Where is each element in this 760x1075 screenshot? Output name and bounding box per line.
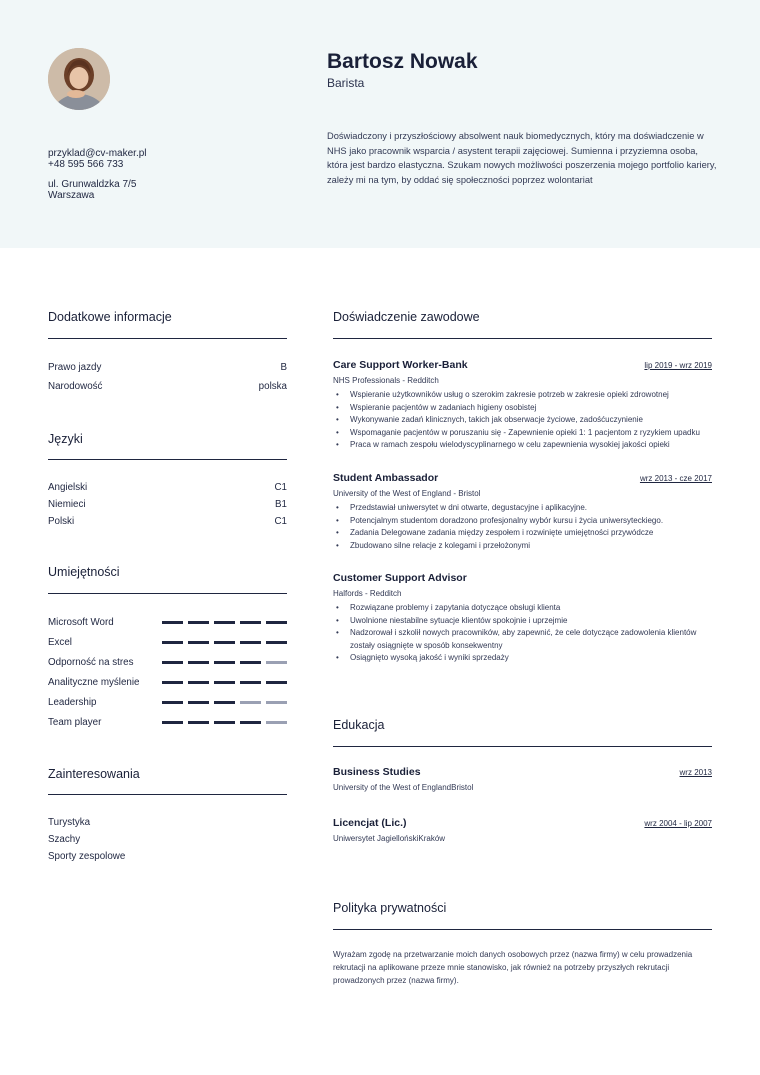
job-bullet: • Zbudowano silne relacje z kolegami i przełożonymi — [333, 540, 712, 553]
skill-level-dash — [162, 661, 183, 664]
job-title: Customer Support Advisor — [333, 572, 467, 584]
skill-level-meter — [162, 661, 287, 664]
institution: University of the West of EnglandBristol — [333, 783, 474, 792]
job-employer: NHS Professionals - Redditch — [333, 376, 439, 385]
contact-block — [48, 148, 147, 201]
skill-level-meter — [162, 701, 287, 704]
skill-row — [48, 677, 287, 688]
job-bullet: • Wspieranie użytkowników usług o szerokim zakresie potrzeb w zakresie opieki zdrowotnej — [333, 389, 712, 402]
skill-level-dash — [266, 661, 287, 664]
job-bullet: • Przedstawiał uniwersytet w dni otwarte, degustacyjne i aplikacyjne. — [333, 502, 712, 515]
skill-level-dash — [162, 721, 183, 724]
skill-level-dash — [240, 721, 261, 724]
job-date: lip 2019 - wrz 2019 — [644, 361, 712, 370]
skill-level-dash — [188, 701, 209, 704]
skill-level-dash — [240, 701, 261, 704]
education-entry — [333, 766, 712, 792]
skill-row — [48, 617, 287, 628]
job-bullet: • Zadania Delegowane zadania między zespołem i rozwinięte umiejętności przywódcze — [333, 527, 712, 540]
skill-level-dash — [162, 701, 183, 704]
job-bullet: • Praca w ramach zespołu wielodyscyplinarnego w celu zapewnienia wysokiej jakości opieki — [333, 439, 712, 452]
skill-label: Team player — [48, 717, 102, 728]
skill-level-dash — [214, 641, 235, 644]
skill-level-dash — [266, 621, 287, 624]
skill-level-dash — [188, 661, 209, 664]
additional-info-title: Dodatkowe informacje — [48, 310, 172, 324]
skill-level-dash — [188, 721, 209, 724]
job-bullet: • Potencjalnym studentom doradzono profesjonalny wybór kursu i życia uniwersyteckiego. — [333, 515, 712, 528]
skill-level-meter — [162, 681, 287, 684]
skill-level-meter — [162, 641, 287, 644]
skill-level-dash — [214, 701, 235, 704]
job-bullet: • Nadzorował i szkolił nowych pracowników, aby zapewnić, że cele dotyczące zadowolenia klientów zostały osiągnięte w sposób konsekwentny — [333, 627, 712, 652]
language-row — [48, 499, 287, 510]
skill-level-dash — [240, 681, 261, 684]
profile-summary: Doświadczony i przyszłościowy absolwent nauk biomedycznych, który ma doświadczenie w NHS jako pracownik wsparcia / asystent terapii zajęciowej. Sumienna i przyziemna osoba, która jest bardzo elastyczna. Szukam nowych możliwości poszerzenia mojego portfolio kariery, zależy mi na tym, by oddać się społeczności poprzez wolontariat — [327, 131, 717, 185]
language-row — [48, 516, 287, 527]
job-title: Student Ambassador — [333, 472, 439, 484]
job-employer: University of the West of England - Bristol — [333, 489, 481, 498]
job-bullet: • Rozwiązane problemy i zapytania dotyczące obsługi klienta — [333, 602, 712, 615]
skill-label: Microsoft Word — [48, 617, 114, 628]
job-bullet: • Wykonywanie zadań klinicznych, takich jak obserwacje życiowe, zadośćuczynienie — [333, 414, 712, 427]
phone-text: +48 595 566 733 — [48, 159, 124, 170]
section-divider — [48, 459, 287, 460]
experience-entry — [333, 572, 712, 665]
job-date: wrz 2013 - cze 2017 — [639, 474, 712, 483]
skill-label: Analityczne myślenie — [48, 677, 140, 688]
section-divider — [48, 794, 287, 795]
skill-label: Leadership — [48, 697, 97, 708]
job-bullet: • Osiągnięto wysoką jakość i wyniki sprzedaży — [333, 652, 712, 665]
skill-level-dash — [214, 661, 235, 664]
privacy-text: Wyrażam zgodę na przetwarzanie moich danych osobowych przez (nazwa firmy) w celu prowadzenia rekrutacji na aplikowane przeze mnie stanowisko, jak również na potrzeby przyszłych rekrutacji prowadzonych przez (nazwa firmy). — [333, 950, 693, 985]
additional-row — [48, 362, 287, 373]
skill-label: Excel — [48, 637, 72, 648]
institution: Uniwersytet JagiellońskiKraków — [333, 834, 446, 843]
skill-level-dash — [240, 661, 261, 664]
skill-row — [48, 717, 287, 728]
skill-label: Odporność na stres — [48, 657, 134, 668]
skill-level-dash — [188, 641, 209, 644]
candidate-role: Barista — [327, 76, 365, 90]
address-line-1: ul. Grunwaldzka 7/5 — [48, 179, 137, 190]
skill-level-dash — [188, 621, 209, 624]
section-divider — [333, 929, 712, 930]
education-date: wrz 2013 — [679, 768, 712, 777]
additional-label: Narodowość — [48, 381, 103, 392]
experience-entry — [333, 472, 712, 552]
languages-title: Języki — [48, 432, 83, 446]
avatar — [48, 48, 110, 110]
language-label: Angielski — [48, 482, 88, 493]
section-divider — [333, 746, 712, 747]
job-employer: Halfords - Redditch — [333, 589, 402, 598]
experience-title: Doświadczenie zawodowe — [333, 310, 480, 324]
degree-title: Business Studies — [333, 766, 421, 778]
address-line-2: Warszawa — [48, 190, 95, 201]
skill-row — [48, 697, 287, 708]
email-text: przyklad@cv-maker.pl — [48, 148, 147, 159]
header-band — [0, 0, 760, 248]
skill-level-dash — [214, 721, 235, 724]
skill-level-dash — [240, 621, 261, 624]
skill-row — [48, 637, 287, 648]
section-divider — [48, 338, 287, 339]
skill-level-dash — [214, 621, 235, 624]
language-level: C1 — [274, 516, 287, 527]
skill-level-dash — [162, 641, 183, 644]
education-entry — [333, 817, 712, 843]
interest-item: Sporty zespolowe — [48, 851, 126, 862]
profile-photo-icon — [48, 48, 110, 110]
language-level: B1 — [275, 499, 287, 510]
skill-level-dash — [188, 681, 209, 684]
skill-level-dash — [266, 721, 287, 724]
skill-level-meter — [162, 721, 287, 724]
job-bullets — [333, 502, 712, 552]
interest-item: Turystyka — [48, 817, 91, 828]
interests-title: Zainteresowania — [48, 767, 140, 781]
education-date: wrz 2004 - lip 2007 — [644, 819, 712, 828]
additional-value: polska — [258, 381, 287, 392]
skill-level-dash — [240, 641, 261, 644]
skill-level-dash — [266, 681, 287, 684]
degree-title: Licencjat (Lic.) — [333, 817, 407, 829]
skill-level-dash — [162, 621, 183, 624]
additional-label: Prawo jazdy — [48, 362, 102, 373]
job-title: Care Support Worker-Bank — [333, 359, 468, 371]
skill-level-dash — [214, 681, 235, 684]
language-row — [48, 482, 287, 493]
language-label: Polski — [48, 516, 75, 527]
experience-entry — [333, 359, 712, 452]
candidate-name: Bartosz Nowak — [327, 50, 478, 73]
job-bullet: • Uwolnione niestabilne sytuacje klientów spokojnie i uprzejmie — [333, 615, 712, 628]
privacy-title: Polityka prywatności — [333, 901, 447, 915]
additional-value: B — [280, 362, 287, 373]
section-divider — [48, 593, 287, 594]
job-bullet: • Wspomaganie pacjentów w poruszaniu się - Zapewnienie opieki 1: 1 pacjentom z ryzykiem upadku — [333, 427, 712, 440]
skill-level-dash — [266, 701, 287, 704]
job-bullets — [333, 602, 712, 665]
job-bullets — [333, 389, 712, 452]
additional-row — [48, 381, 287, 392]
education-title: Edukacja — [333, 718, 385, 732]
section-divider — [333, 338, 712, 339]
language-level: C1 — [274, 482, 287, 493]
job-bullet: • Wspieranie pacjentów w zadaniach higieny osobistej — [333, 402, 712, 415]
language-label: Niemieci — [48, 499, 86, 510]
skills-title: Umiejętności — [48, 565, 120, 579]
skill-level-dash — [266, 641, 287, 644]
skill-level-meter — [162, 621, 287, 624]
skill-level-dash — [162, 681, 183, 684]
skill-row — [48, 657, 287, 668]
interest-item: Szachy — [48, 834, 81, 845]
